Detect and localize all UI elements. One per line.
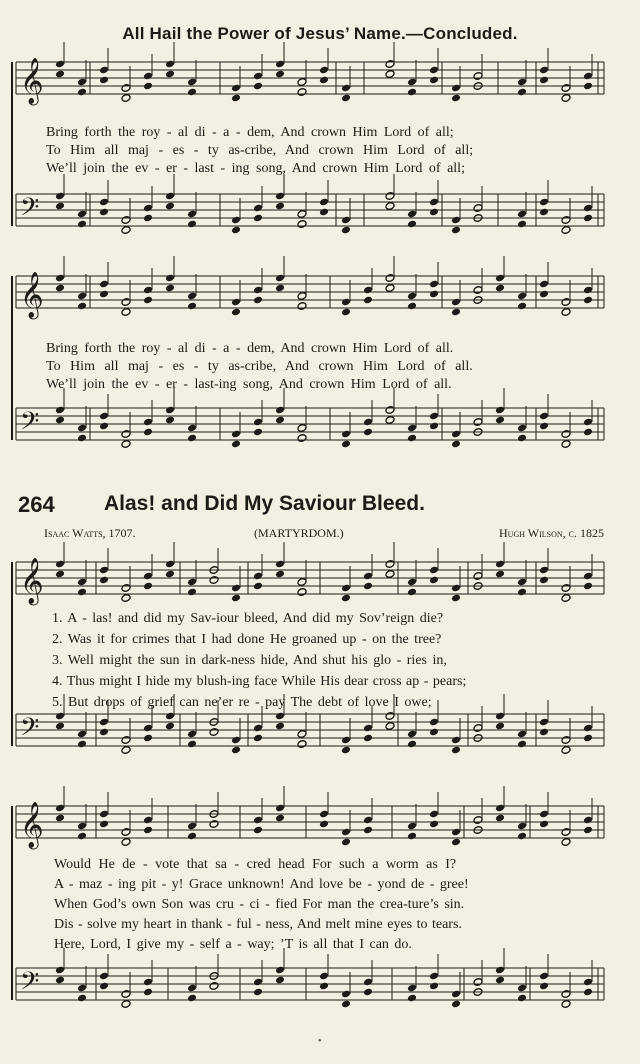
- svg-text:𝄞: 𝄞: [20, 558, 44, 604]
- hymn-tune: (MARTYRDOM.): [254, 526, 344, 540]
- hymn-composer: Hugh Wilson, c. 1825: [499, 526, 604, 540]
- verse-line: 1. A - las! and did my Sav-iour bleed, And did my Sov’reign die?: [52, 611, 444, 626]
- lyric-line: To Him all maj - es - ty as-cribe, And crown Him Lord of all.: [46, 359, 473, 374]
- svg-text:𝄞: 𝄞: [20, 802, 44, 848]
- lyric-line: Bring forth the roy - al di - a - dem, And crown Him Lord of all;: [46, 125, 454, 140]
- svg-text:𝄢: 𝄢: [20, 193, 40, 228]
- verse-line: Here, Lord, I give my - self a - way; ’T is all that I can do.: [54, 937, 412, 952]
- svg-text:𝄞: 𝄞: [20, 58, 44, 104]
- svg-text:𝄢: 𝄢: [20, 713, 40, 748]
- verse-line: When God’s own Son was cru - ci - fied For man the crea-ture’s sin.: [54, 897, 465, 912]
- lyric-line: To Him all maj - es - ty as-cribe, And crown Him Lord of all;: [46, 143, 474, 158]
- hymn-title: Alas! and Did My Saviour Bleed.: [104, 492, 425, 515]
- svg-text:𝄢: 𝄢: [20, 407, 40, 442]
- verse-line: 5. But drops of grief can ne’er re - pay The debt of love I owe;: [52, 695, 432, 710]
- lyric-line: We’ll join the ev - er - last-ing song, And crown Him Lord of all.: [46, 377, 452, 392]
- hymn-credits: [44, 526, 604, 544]
- lyric-line: Bring forth the roy - al di - a - dem, And crown Him Lord of all.: [46, 341, 454, 356]
- page-header: All Hail the Power of Jesus’ Name.—Concluded.: [122, 24, 518, 43]
- verse-line: 3. Well might the sun in dark-ness hide, And shut his glo - ries in,: [52, 653, 447, 668]
- verse-line: 4. Thus might I hide my blush-ing face While His dear cross ap - pears;: [52, 674, 467, 689]
- verse-line: A - maz - ing pit - y! Grace unknown! And love be - yond de - gree!: [54, 877, 469, 892]
- hymn-author: Isaac Watts, 1707.: [44, 526, 136, 540]
- svg-text:𝄢: 𝄢: [20, 967, 40, 1002]
- verse-line: Would He de - vote that sa - cred head For such a worm as I?: [54, 857, 457, 872]
- verse-line: 2. Was it for crimes that I had done He groaned up - on the tree?: [52, 632, 442, 647]
- page-mark: •: [318, 1036, 322, 1047]
- svg-text:𝄞: 𝄞: [20, 272, 44, 318]
- lyric-line: We’ll join the ev - er - last - ing song, And crown Him Lord of all;: [46, 161, 465, 176]
- hymn-title-row: [18, 492, 628, 522]
- hymn-number: 264: [18, 492, 55, 517]
- verse-line: Dis - solve my heart in thank - ful - ness, And melt mine eyes to tears.: [54, 917, 462, 932]
